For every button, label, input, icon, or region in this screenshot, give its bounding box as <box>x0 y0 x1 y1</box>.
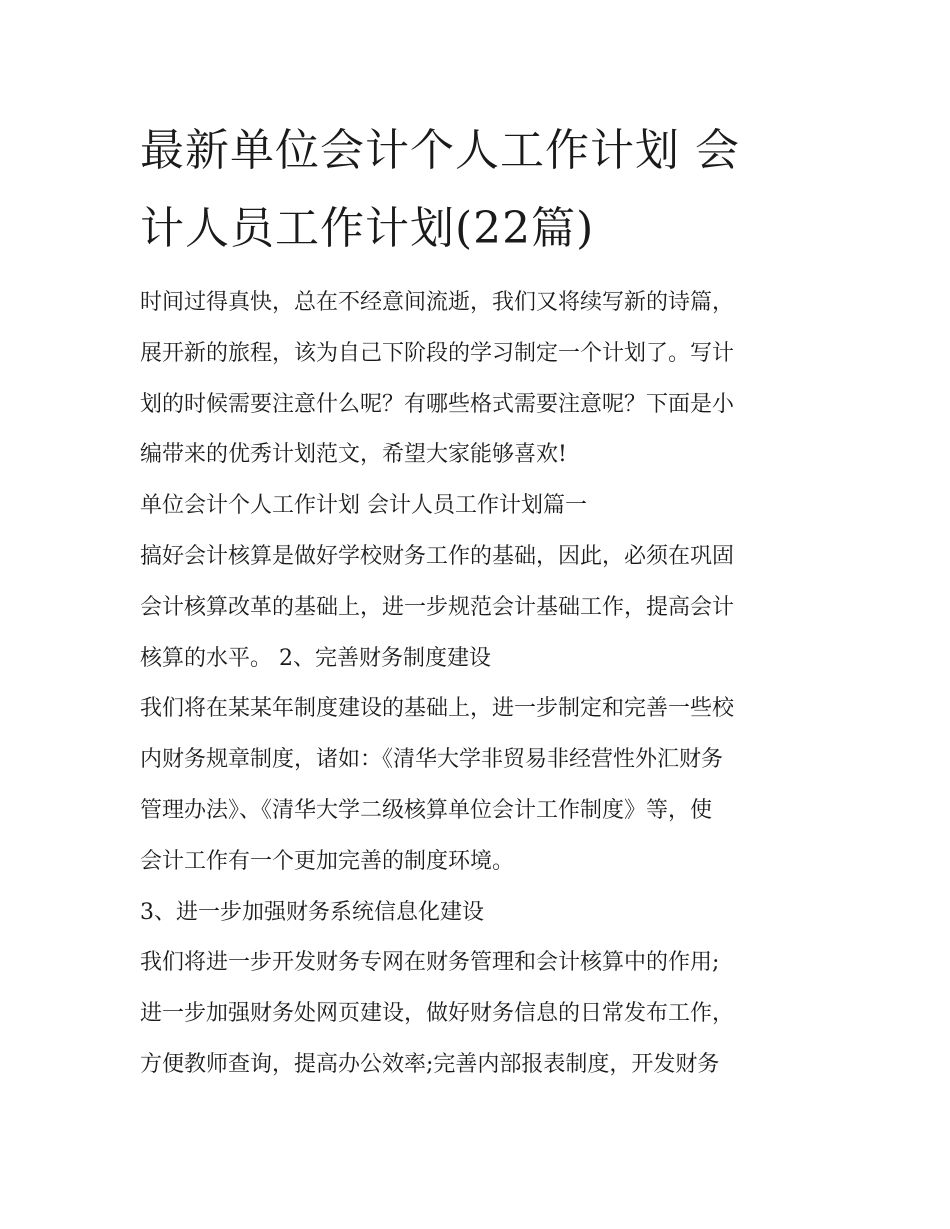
title-line-2: 计人员工作计划(22篇) <box>140 203 595 254</box>
body-line: 展开新的旅程，该为自己下阶段的学习制定一个计划了。写计 <box>140 340 735 366</box>
body-line: 管理办法》、《清华大学二级核算单位会计工作制度》等，使 <box>140 797 713 823</box>
body-line: 搞好会计核算是做好学校财务工作的基础，因此，必须在巩固 <box>140 543 735 569</box>
body-line: 编带来的优秀计划范文，希望大家能够喜欢! <box>140 442 567 468</box>
title-line-1: 最新单位会计个人工作计划 会 <box>140 125 740 176</box>
body-line: 我们将进一步开发财务专网在财务管理和会计核算中的作用; <box>140 950 720 976</box>
body-line: 进一步加强财务处网页建设，做好财务信息的日常发布工作， <box>140 1001 735 1027</box>
body-line: 内财务规章制度，诸如：《清华大学非贸易非经营性外汇财务 <box>140 747 724 773</box>
document-body <box>140 278 830 1091</box>
body-line: 我们将在某某年制度建设的基础上，进一步制定和完善一些校 <box>140 696 735 722</box>
body-line: 时间过得真快，总在不经意间流逝，我们又将续写新的诗篇， <box>140 290 735 315</box>
document-title <box>140 112 830 268</box>
body-line: 核算的水平。 2、完善财务制度建设 <box>140 645 491 671</box>
body-line: 会计核算改革的基础上，进一步规范会计基础工作，提高会计 <box>140 594 735 620</box>
section-heading: 3、进一步加强财务系统信息化建设 <box>140 899 484 925</box>
section-heading: 单位会计个人工作计划 会计人员工作计划篇一 <box>140 493 587 519</box>
body-line: 会计工作有一个更加完善的制度环境。 <box>140 848 515 874</box>
body-line: 方便教师查询，提高办公效率;完善内部报表制度，开发财务 <box>140 1051 720 1077</box>
body-line: 划的时候需要注意什么呢？有哪些格式需要注意呢？下面是小 <box>140 391 735 417</box>
